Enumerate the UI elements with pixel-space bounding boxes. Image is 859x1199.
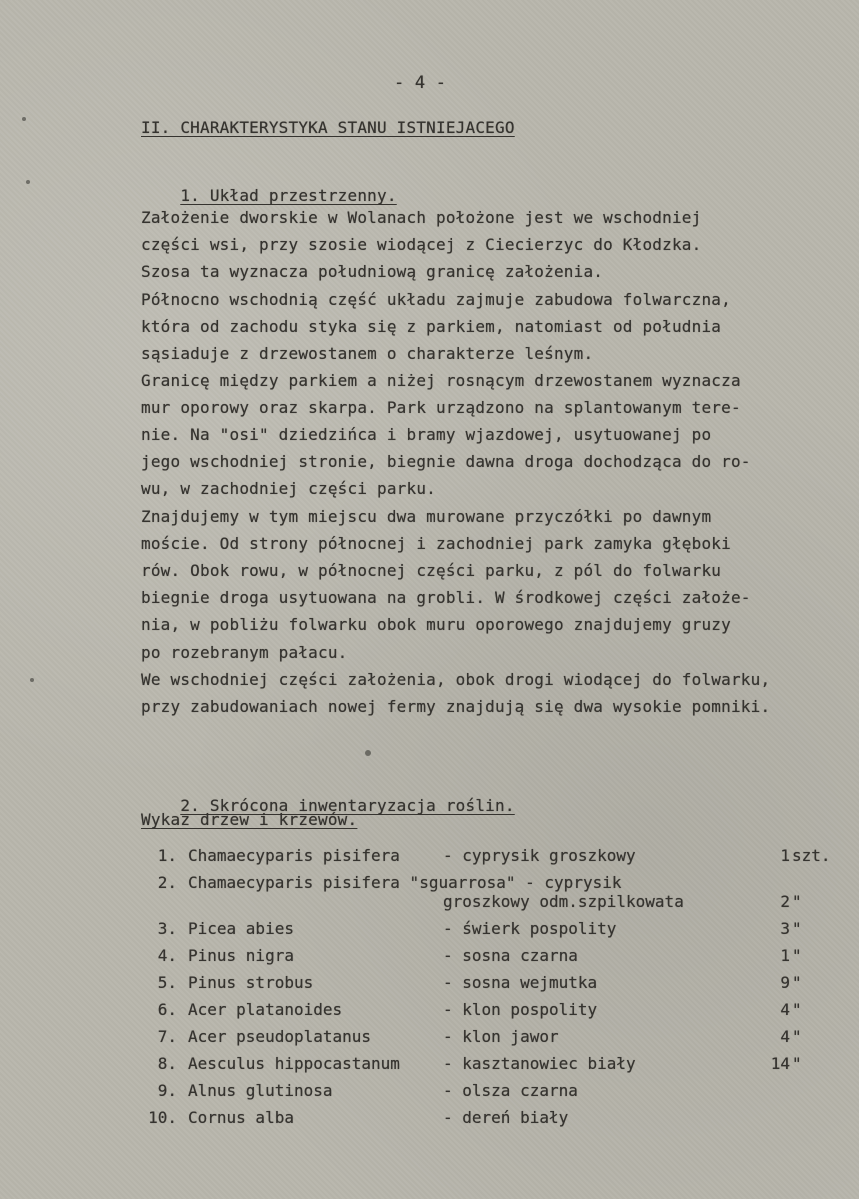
- list-item-polish: - cyprysik groszkowy: [443, 846, 636, 865]
- paragraph-line: która od zachodu styka się z parkiem, natomiast od południa: [141, 317, 722, 336]
- paragraph-line: mur oporowy oraz skarpa. Park urządzono na splantowanym tere-: [141, 398, 741, 417]
- list-item-latin: Acer platanoides: [188, 1000, 343, 1019]
- list-item-unit: ": [792, 892, 802, 911]
- list-item-polish: - klon jawor: [443, 1027, 559, 1046]
- list-item-quantity: 14: [770, 1054, 790, 1073]
- list-item-polish: - świerk pospolity: [443, 919, 617, 938]
- paragraph-line: po rozebranym pałacu.: [141, 643, 348, 662]
- paragraph-line: nie. Na "osi" dziedzińca i bramy wjazdowej, usytuowanej po: [141, 425, 712, 444]
- list-item-number: 10.: [148, 1108, 177, 1127]
- list-item-number: 6.: [157, 1000, 177, 1019]
- list-item-number: 5.: [157, 973, 177, 992]
- list-item-polish: - olsza czarna: [443, 1081, 578, 1100]
- paragraph-line: Szosa ta wyznacza południową granicę założenia.: [141, 262, 604, 281]
- paragraph-line: nia, w pobliżu folwarku obok muru oporowego znajdujemy gruzy: [141, 615, 731, 634]
- list-item-quantity: 3: [780, 919, 790, 938]
- list-item-number: 7.: [157, 1027, 177, 1046]
- list-item-quantity: 4: [780, 1000, 790, 1019]
- paragraph-line: Granicę między parkiem a niżej rosnącym drzewostanem wyznacza: [141, 371, 741, 390]
- paragraph-line: moście. Od strony północnej i zachodniej park zamyka głęboki: [141, 534, 731, 553]
- list-item-unit: ": [792, 1054, 802, 1073]
- scan-speck: [30, 678, 34, 682]
- list-item-quantity: 9: [780, 973, 790, 992]
- list-item-number: 2.: [157, 873, 177, 892]
- list-item-latin: Acer pseudoplatanus: [188, 1027, 372, 1046]
- list-item-quantity: 1: [780, 846, 790, 865]
- list-item-latin: Pinus nigra: [188, 946, 294, 965]
- list-item-latin: Cornus alba: [188, 1108, 294, 1127]
- paragraph-line: jego wschodniej stronie, biegnie dawna droga dochodząca do ro-: [141, 452, 751, 471]
- scan-speck: [365, 750, 371, 756]
- list-item-polish: - dereń biały: [443, 1108, 569, 1127]
- list-item-polish: - kasztanowiec biały: [443, 1054, 636, 1073]
- species-list-title: Wykaz drzew i krzewów.: [141, 810, 358, 829]
- list-item-latin: Picea abies: [188, 919, 294, 938]
- paragraph-line: We wschodniej części założenia, obok drogi wiodącej do folwarku,: [141, 670, 771, 689]
- list-item-quantity: 4: [780, 1027, 790, 1046]
- list-item-unit: ": [792, 973, 802, 992]
- section-title: II. CHARAKTERYSTYKA STANU ISTNIEJACEGO: [141, 118, 515, 137]
- paragraph-line: wu, w zachodniej części parku.: [141, 479, 436, 498]
- paragraph-line: biegnie droga usytuowana na grobli. W środkowej części założe-: [141, 588, 751, 607]
- paragraph-line: części wsi, przy szosie wiodącej z Ciecierzyc do Kłodzka.: [141, 235, 702, 254]
- paragraph-line: Założenie dworskie w Wolanach położone jest we wschodniej: [141, 208, 702, 227]
- list-item-latin: Chamaecyparis pisifera: [188, 846, 400, 865]
- list-item-quantity: 2: [780, 892, 790, 911]
- list-item-unit: ": [792, 946, 802, 965]
- list-item-unit: ": [792, 1000, 802, 1019]
- scan-speck: [26, 180, 30, 184]
- list-item-latin: Chamaecyparis pisifera "sguarrosa" - cyprysik: [188, 873, 622, 892]
- subsection-1-title-text: 1. Układ przestrzenny.: [180, 186, 397, 205]
- list-item-number: 9.: [157, 1081, 177, 1100]
- subsection-2-title-text: 2. Skrócona inwentaryzacja roślin.: [180, 796, 515, 815]
- paragraph-line: Północno wschodnią część układu zajmuje zabudowa folwarczna,: [141, 290, 731, 309]
- list-item-polish: - sosna wejmutka: [443, 973, 598, 992]
- list-item-number: 8.: [157, 1054, 177, 1073]
- paragraph-line: sąsiaduje z drzewostanem o charakterze leśnym.: [141, 344, 594, 363]
- paragraph-line: Znajdujemy w tym miejscu dwa murowane przyczółki po dawnym: [141, 507, 712, 526]
- scan-speck: [22, 117, 26, 121]
- list-item-number: 4.: [157, 946, 177, 965]
- list-item-latin: Aesculus hippocastanum: [188, 1054, 400, 1073]
- list-item-unit: ": [792, 919, 802, 938]
- list-item-number: 3.: [157, 919, 177, 938]
- list-item-latin: Alnus glutinosa: [188, 1081, 333, 1100]
- list-item-quantity: 1: [780, 946, 790, 965]
- list-item-number: 1.: [157, 846, 177, 865]
- list-item-polish: - sosna czarna: [443, 946, 578, 965]
- paragraph-line: przy zabudowaniach nowej fermy znajdują się dwa wysokie pomniki.: [141, 697, 771, 716]
- list-item-unit: szt.: [792, 846, 831, 865]
- list-item-unit: ": [792, 1027, 802, 1046]
- list-item-polish: groszkowy odm.szpilkowata: [443, 892, 684, 911]
- list-item-polish: - klon pospolity: [443, 1000, 598, 1019]
- paragraph-line: rów. Obok rowu, w północnej części parku, z pól do folwarku: [141, 561, 722, 580]
- page-number: - 4 -: [394, 73, 447, 93]
- list-item-latin: Pinus strobus: [188, 973, 314, 992]
